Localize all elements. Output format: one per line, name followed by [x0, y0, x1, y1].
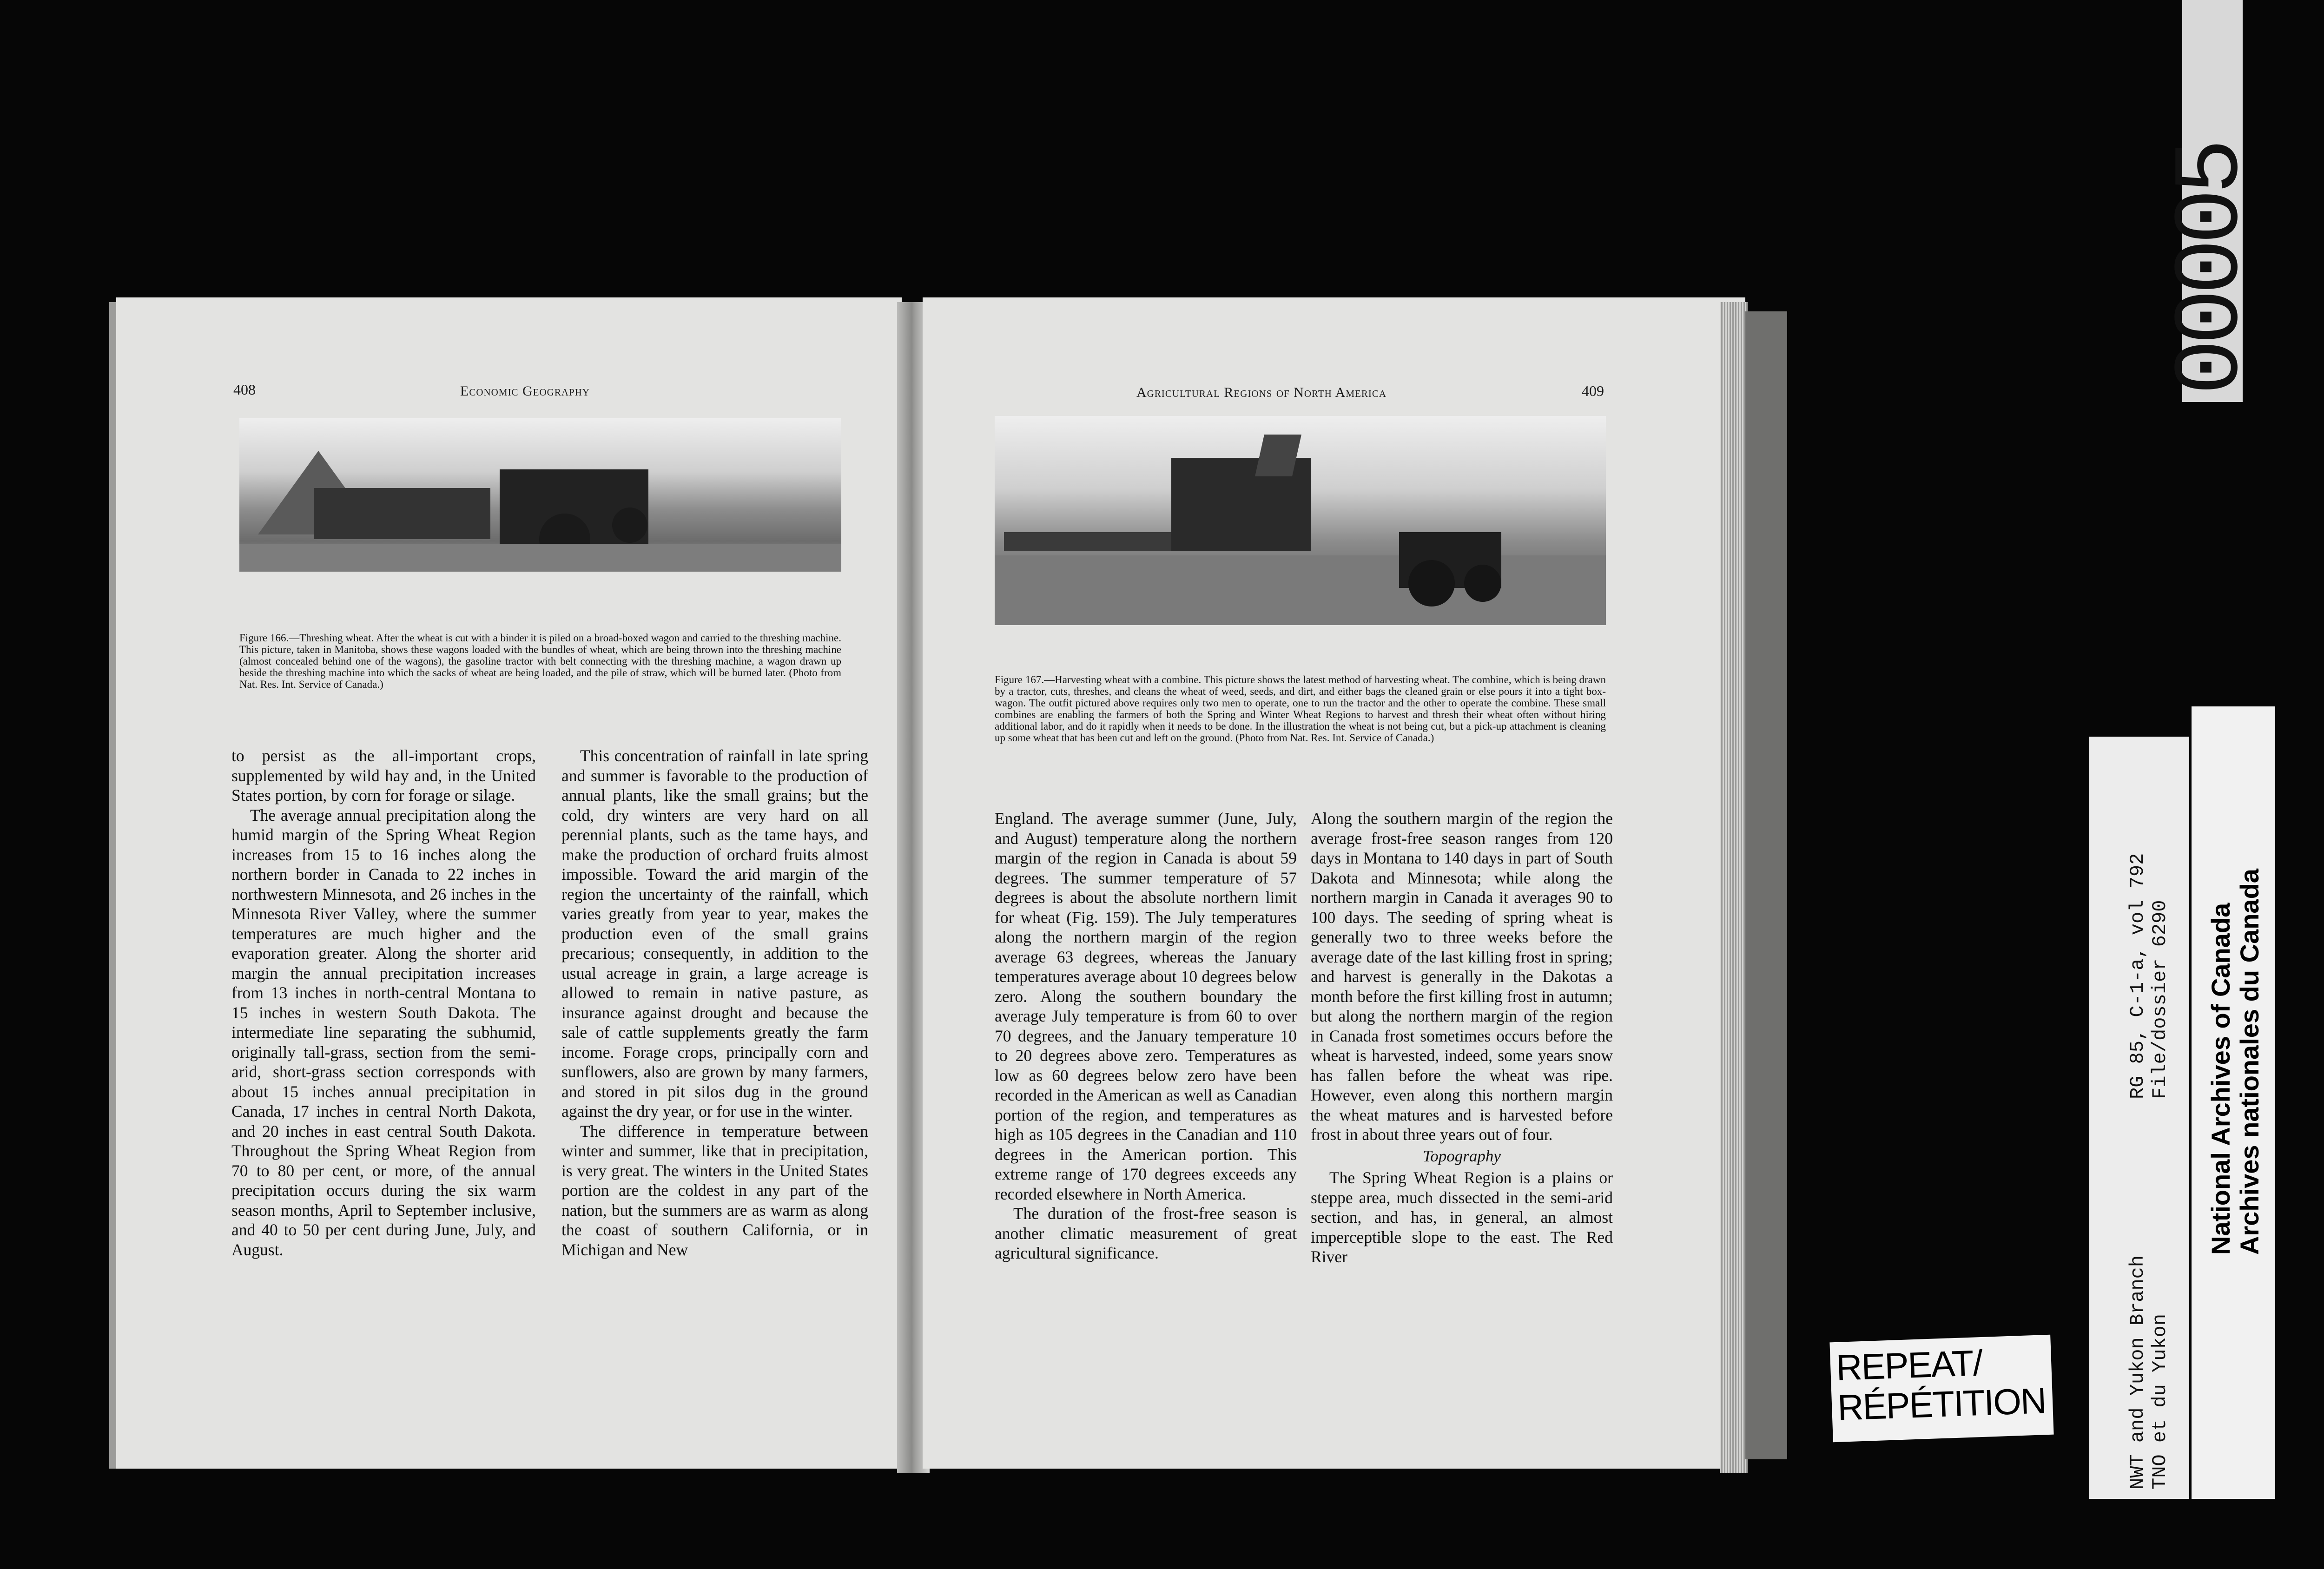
page-edges	[1720, 302, 1748, 1473]
paragraph: The average annual precipitation along the humid margin of the Spring Wheat Region increases from 15 to 16 inches along the northern border in Canada to 22 inches in northwestern Minnesota, and 26 inches in the Minnesota River Valley, where the summer temperatures are much higher and the evaporation greater. Along the shorter arid margin the annual precipitation increases from 13 inches in north-central Montana to 15 inches in western South Dakota. The intermediate line separating the subhumid, originally tall-grass, section from the semi-arid, short-grass section corresponds with about 15 inches annual precipitation in Canada, 17 inches in central North Dakota, and 20 inches in east central South Dakota. Throughout the Spring Wheat Region from 70 to 80 per cent, or more, of the annual precipitation occurs during the six warm season months, April to September inclusive, and 40 to 50 per cent during June, July, and August.	[231, 805, 536, 1259]
reference-line: TNO et du Yukon	[2149, 1313, 2171, 1490]
paragraph: Along the southern margin of the region the average frost-free season ranges from 120 days in Montana to 140 days in part of South Dakota and Minnesota; while along the northern margin in Canada it averages 90 to 100 days. The seeding of spring wheat is generally two to three weeks before the average date of the last killing frost in spring; and harvest is generally in the Dakotas a month before the first killing frost in autumn; but along the northern margin of the region in Canada frost sometimes occurs before the wheat is harvested, indeed, some years snow has fallen before the wheat was ripe. However, even along this northern margin the wheat matures and is harvested before frost in about three years out of four.	[1311, 809, 1613, 1144]
figure-167-photo	[995, 416, 1606, 625]
right-page-column-1	[995, 809, 1297, 1263]
archive-name-english: National Archives of Canada	[2206, 903, 2235, 1255]
figure-166-photo	[239, 418, 841, 572]
reference-label	[2089, 737, 2189, 1499]
running-head: Economic Geography	[460, 383, 590, 399]
paragraph: The Spring Wheat Region is a plains or steppe area, much dissected in the semi-arid section, and has, in general, an almost imperceptible slope to the east. The Red River	[1311, 1168, 1613, 1266]
reference-line: File/dossier 6290	[2149, 900, 2171, 1099]
left-page-column-2	[561, 746, 868, 1259]
frame-counter-digits: 00005	[2159, 144, 2265, 395]
left-page	[116, 297, 902, 1469]
section-heading: Topography	[1423, 1147, 1501, 1165]
archive-label	[2192, 706, 2275, 1499]
paragraph: The duration of the frost-free season is another climatic measurement of great agricultural significance.	[995, 1204, 1297, 1262]
repeat-text: REPEAT/	[1835, 1342, 1983, 1388]
page-number: 409	[1582, 382, 1604, 399]
right-page-column-2	[1311, 809, 1613, 1267]
figure-166-caption: Figure 166.—Threshing wheat. After the wheat is cut with a binder it is piled on a broad-boxed wagon and carried to the threshing machine. This picture, taken in Manitoba, shows these wagons loaded with the bundles of wheat, which are being thrown into the threshing machine (almost concealed behind one of the wagons), the gasoline tractor with belt connecting with the threshing machine, a wagon drawn up beside the threshing machine into which the sacks of wheat are being loaded, and the pile of straw, which will be burned later. (Photo from Nat. Res. Int. Service of Canada.)	[239, 632, 841, 690]
archive-name-french: Archives nationales du Canada	[2235, 869, 2264, 1255]
page-number: 408	[233, 381, 256, 398]
combine-harvester-image	[995, 416, 1606, 625]
left-page-column-1	[231, 746, 536, 1259]
frame-counter	[2159, 0, 2265, 402]
figure-167-caption: Figure 167.—Harvesting wheat with a combine. This picture shows the latest method of harvesting wheat. The combine, which is being drawn by a tractor, cuts, threshes, and cleans the wheat of weed, seeds, and dirt, and either bags the cleaned grain or else pours it into a tight box-wagon. The outfit pictured above requires only two men to operate, one to run the tractor and the other to operate the combine. These small combines are enabling the farmers of both the Spring and Winter Wheat Regions to harvest and thresh their wheat often without hiring additional labor, and do it rapidly when it needs to be done. In the illustration the wheat is not being cut, but a pick-up attachment is cleaning up some wheat that has been cut and left on the ground. (Photo from Nat. Res. Int. Service of Canada.)	[995, 674, 1606, 744]
repetition-text: RÉPÉTITION	[1836, 1380, 2047, 1428]
threshing-scene-image	[239, 418, 841, 572]
paragraph: This concentration of rainfall in late spring and summer is favorable to the production of annual plants, like the small grains; but the cold, dry winters are very hard on all perennial plants, such as the tame hays, and make the production of orchard fruits almost impossible. Toward the arid margin of the region the uncertainty of the rainfall, which varies greatly from year to year, makes the production even of the small grains precarious; consequently, in addition to the usual acreage in grain, a large acreage is allowed to remain in native pasture, as insurance against drought and because the sale of cattle supplements greatly the farm income. Forage crops, principally corn and sunflowers, also are grown by many farmers, and stored in pit silos dug in the ground against the dry year, or for use in the winter.	[561, 746, 868, 1121]
paragraph: to persist as the all-important crops, supplemented by wild hay and, in the United States portion, by corn for forage or silage.	[231, 746, 536, 804]
right-page	[923, 297, 1745, 1469]
running-head: Agricultural Regions of North America	[1136, 385, 1386, 400]
paragraph: The difference in temperature between winter and summer, like that in precipitation, is very great. The winters in the United States portion are the coldest in any part of the nation, but the summers are as warm as along the coast of southern California, or in Michigan and New	[561, 1121, 868, 1259]
reference-line: NWT and Yukon Branch	[2126, 1255, 2149, 1490]
repeat-stamp	[1829, 1335, 2053, 1442]
reference-line: RG 85, C-1-a, vol 792	[2126, 853, 2149, 1099]
paragraph: England. The average summer (June, July, and August) temperature along the northern margin of the region in Canada is about 59 degrees. The summer temperature of 57 degrees is about the absolute northern limit for wheat (Fig. 159). The July temperatures along the northern margin of the region average 63 degrees, whereas the January temperatures average about 10 degrees below zero. Along the southern boundary the average July temperature is from 60 to over 70 degrees, and the January temperature 10 to 20 degrees above zero. Temperatures as low as 60 degrees below zero have been recorded in the American as well as Canadian portion of the region, and temperatures as high as 105 degrees in the Canadian and 110 degrees in the American portion. This extreme range of 170 degrees exceeds any recorded elsewhere in North America.	[995, 809, 1297, 1203]
book-cover-edge	[1745, 311, 1787, 1459]
